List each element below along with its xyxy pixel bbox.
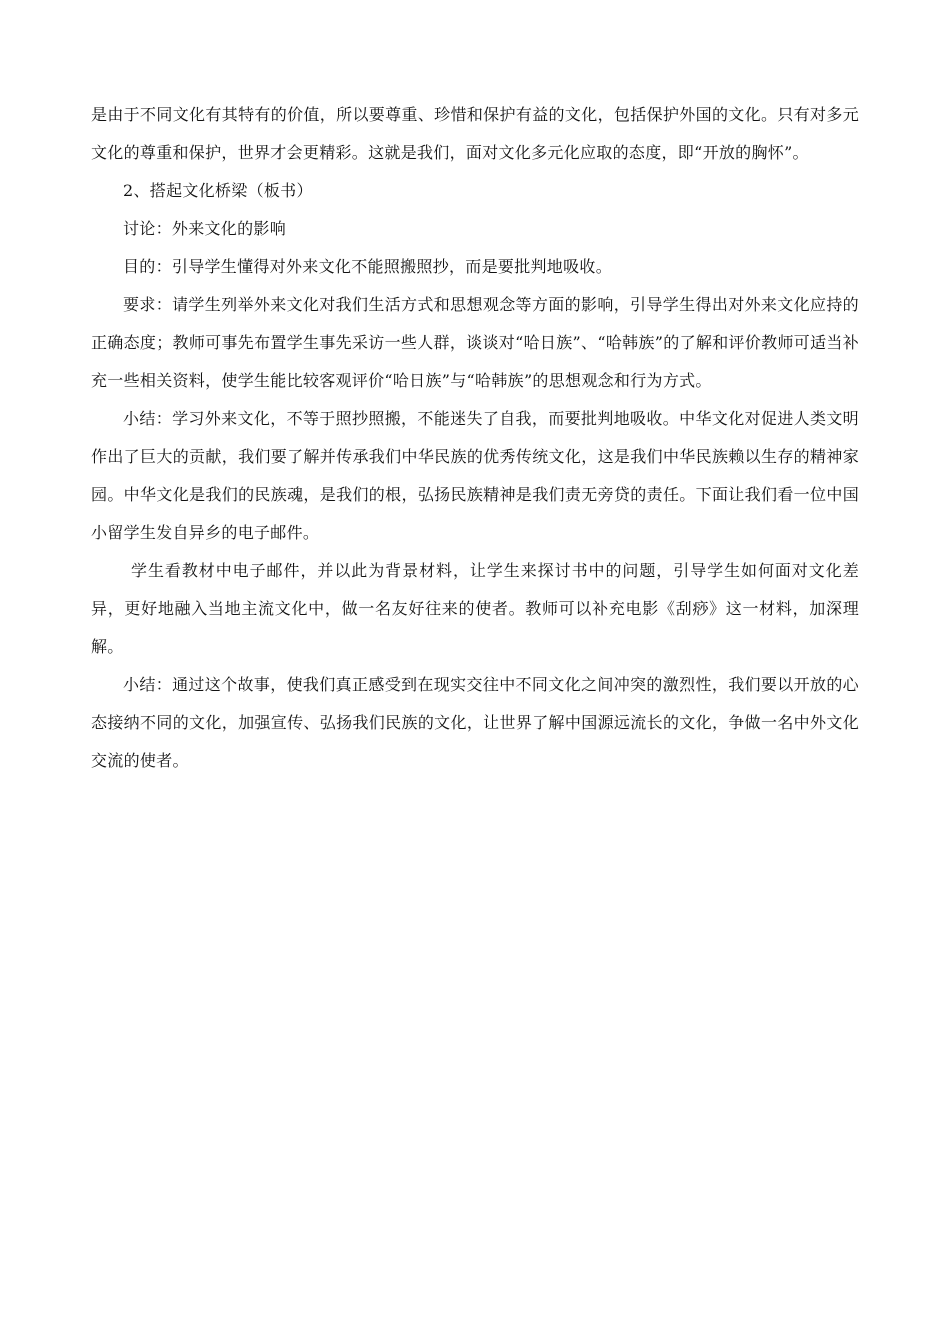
paragraph-requirements: 要求：请学生列举外来文化对我们生活方式和思想观念等方面的影响，引导学生得出对外来文化应持的正确态度；教师可事先布置学生事先采访一些人群，谈谈对“哈日族”、“哈韩族”的了解和评价教师可适当补充一些相关资料，使学生能比较客观评价“哈日族”与“哈韩族”的思想观念和行为方式。 — [91, 295, 859, 390]
document-body — [91, 96, 859, 780]
paragraph-continuation: 是由于不同文化有其特有的价值，所以要尊重、珍惜和保护有益的文化，包括保护外国的文化。只有对多元文化的尊重和保护，世界才会更精彩。这就是我们，面对文化多元化应取的态度，即“开放的胸怀”。 — [91, 105, 859, 162]
paragraph-summary-1: 小结：学习外来文化，不等于照抄照搬，不能迷失了自我，而要批判地吸收。中华文化对促进人类文明作出了巨大的贡献，我们要了解并传承我们中华民族的优秀传统文化，这是我们中华民族赖以生存的精神家园。中华文化是我们的民族魂，是我们的根，弘扬民族精神是我们责无旁贷的责任。下面让我们看一位中国小留学生发自异乡的电子邮件。 — [91, 409, 859, 542]
paragraph-discussion: 讨论：外来文化的影响 — [123, 219, 287, 238]
paragraph-email-activity: 学生看教材中电子邮件，并以此为背景材料，让学生来探讨书中的问题，引导学生如何面对文化差异，更好地融入当地主流文化中，做一名友好往来的使者。教师可以补充电影《刮痧》这一材料，加深理解。 — [91, 561, 859, 656]
paragraph-summary-2: 小结：通过这个故事，使我们真正感受到在现实交往中不同文化之间冲突的激烈性，我们要以开放的心态接纳不同的文化，加强宣传、弘扬我们民族的文化，让世界了解中国源远流长的文化，争做一名中外文化交流的使者。 — [91, 675, 859, 770]
section-heading-cultural-bridge: 2、搭起文化桥梁（板书） — [123, 181, 313, 200]
paragraph-purpose: 目的：引导学生懂得对外来文化不能照搬照抄，而是要批判地吸收。 — [123, 257, 613, 276]
